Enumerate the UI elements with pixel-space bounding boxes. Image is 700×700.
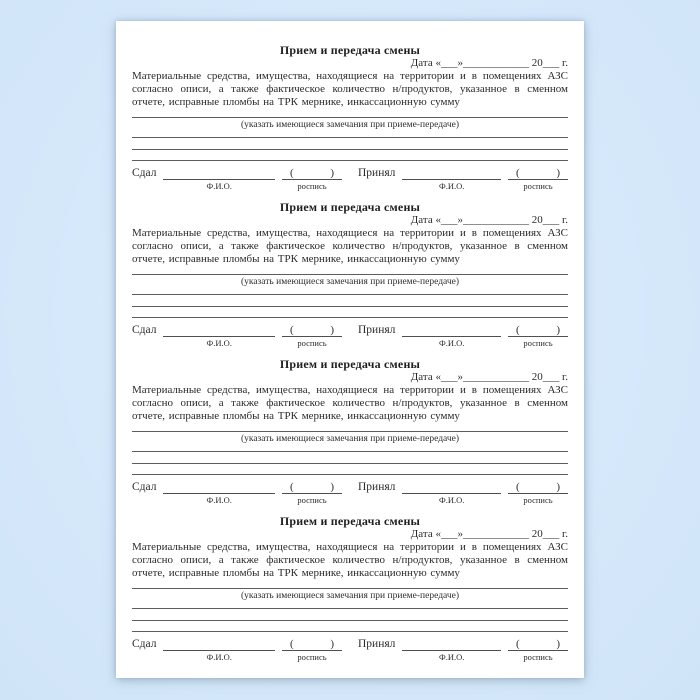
fill-in-line xyxy=(132,294,568,295)
document-page xyxy=(116,21,584,678)
accepted-group xyxy=(358,637,568,662)
fill-in-line xyxy=(132,474,568,475)
name-blank-group xyxy=(163,166,275,191)
fill-in-line xyxy=(132,431,568,432)
name-blank xyxy=(163,323,275,337)
handed-over-label: Сдал xyxy=(132,638,157,650)
fill-in-line xyxy=(132,588,568,589)
sign-caption: роспись xyxy=(523,495,553,505)
signature-blank-group xyxy=(508,166,568,191)
fill-in-line xyxy=(132,149,568,150)
close-paren: ) xyxy=(556,481,560,493)
close-paren: ) xyxy=(556,324,560,336)
accepted-group xyxy=(358,323,568,348)
name-blank-group xyxy=(163,323,275,348)
signature-blank-group xyxy=(282,166,342,191)
body-paragraph: Материальные средства, имущества, находящиеся на территории и в помещениях АЗС согласно описи, а также фактическое количество н/продуктов, указанное в сменном отчете, исправные пломбы на ТРК мернике, инкассационную сумму xyxy=(132,541,568,579)
name-blank-group xyxy=(402,323,501,348)
signature-row xyxy=(132,323,568,348)
fill-in-line xyxy=(132,137,568,138)
remarks-caption: (указать имеющиеся замечания при приеме-передаче) xyxy=(240,120,460,130)
sign-caption: роспись xyxy=(297,652,327,662)
section-title: Прием и передача смены xyxy=(279,44,421,57)
open-paren: ( xyxy=(290,324,294,336)
date-line: Дата «___»____________ 20___ г. xyxy=(410,57,568,69)
handed-over-label: Сдал xyxy=(132,324,157,336)
body-paragraph: Материальные средства, имущества, находящиеся на территории и в помещениях АЗС согласно описи, а также фактическое количество н/продуктов, указанное в сменном отчете, исправные пломбы на ТРК мернике, инкассационную сумму xyxy=(132,227,568,265)
name-blank-group xyxy=(163,480,275,505)
fill-in-line xyxy=(132,608,568,609)
handed-over-label: Сдал xyxy=(132,167,157,179)
name-blank xyxy=(402,323,501,337)
name-caption: Ф.И.О. xyxy=(439,495,465,505)
fill-in-line xyxy=(132,306,568,307)
remarks-caption: (указать имеющиеся замечания при приеме-передаче) xyxy=(240,277,460,287)
signature-blank xyxy=(282,480,342,494)
accepted-label: Принял xyxy=(358,638,396,650)
name-caption: Ф.И.О. xyxy=(206,495,232,505)
close-paren: ) xyxy=(330,324,334,336)
handed-over-group xyxy=(132,166,342,191)
sign-caption: роспись xyxy=(297,495,327,505)
close-paren: ) xyxy=(556,638,560,650)
name-blank-group xyxy=(163,637,275,662)
name-caption: Ф.И.О. xyxy=(206,181,232,191)
signature-blank xyxy=(508,323,568,337)
signature-row xyxy=(132,637,568,662)
shift-handover-section xyxy=(132,44,568,201)
handed-over-group xyxy=(132,637,342,662)
name-blank xyxy=(163,637,275,651)
open-paren: ( xyxy=(516,324,520,336)
close-paren: ) xyxy=(330,638,334,650)
signature-blank xyxy=(508,480,568,494)
open-paren: ( xyxy=(516,638,520,650)
section-title: Прием и передача смены xyxy=(279,515,421,528)
signature-blank-group xyxy=(282,323,342,348)
sign-caption: роспись xyxy=(523,338,553,348)
name-blank xyxy=(163,480,275,494)
close-paren: ) xyxy=(330,481,334,493)
fill-in-line xyxy=(132,620,568,621)
shift-handover-section xyxy=(132,358,568,515)
date-line: Дата «___»____________ 20___ г. xyxy=(410,371,568,383)
sign-caption: роспись xyxy=(523,181,553,191)
signature-blank-group xyxy=(282,480,342,505)
handed-over-group xyxy=(132,480,342,505)
name-caption: Ф.И.О. xyxy=(439,338,465,348)
signature-blank xyxy=(282,323,342,337)
sign-caption: роспись xyxy=(297,181,327,191)
open-paren: ( xyxy=(290,167,294,179)
name-blank-group xyxy=(402,480,501,505)
handed-over-label: Сдал xyxy=(132,481,157,493)
name-blank xyxy=(402,166,501,180)
section-title: Прием и передача смены xyxy=(279,358,421,371)
signature-blank-group xyxy=(508,637,568,662)
open-paren: ( xyxy=(516,481,520,493)
open-paren: ( xyxy=(290,481,294,493)
shift-handover-section xyxy=(132,515,568,672)
fill-in-line xyxy=(132,463,568,464)
remarks-caption: (указать имеющиеся замечания при приеме-передаче) xyxy=(240,591,460,601)
signature-blank xyxy=(282,637,342,651)
handed-over-group xyxy=(132,323,342,348)
signature-blank xyxy=(508,637,568,651)
signature-blank xyxy=(508,166,568,180)
name-blank xyxy=(402,480,501,494)
date-line: Дата «___»____________ 20___ г. xyxy=(410,528,568,540)
name-blank-group xyxy=(402,637,501,662)
open-paren: ( xyxy=(290,638,294,650)
body-paragraph: Материальные средства, имущества, находящиеся на территории и в помещениях АЗС согласно описи, а также фактическое количество н/продуктов, указанное в сменном отчете, исправные пломбы на ТРК мернике, инкассационную сумму xyxy=(132,384,568,422)
accepted-group xyxy=(358,166,568,191)
sign-caption: роспись xyxy=(297,338,327,348)
fill-in-line xyxy=(132,117,568,118)
accepted-label: Принял xyxy=(358,324,396,336)
signature-row xyxy=(132,480,568,505)
name-blank xyxy=(163,166,275,180)
fill-in-line xyxy=(132,274,568,275)
fill-in-line xyxy=(132,160,568,161)
name-blank-group xyxy=(402,166,501,191)
accepted-group xyxy=(358,480,568,505)
fill-in-line xyxy=(132,317,568,318)
signature-blank-group xyxy=(508,323,568,348)
date-line: Дата «___»____________ 20___ г. xyxy=(410,214,568,226)
name-caption: Ф.И.О. xyxy=(206,652,232,662)
close-paren: ) xyxy=(330,167,334,179)
accepted-label: Принял xyxy=(358,481,396,493)
name-blank xyxy=(402,637,501,651)
fill-in-line xyxy=(132,451,568,452)
open-paren: ( xyxy=(516,167,520,179)
shift-handover-section xyxy=(132,201,568,358)
signature-row xyxy=(132,166,568,191)
remarks-caption: (указать имеющиеся замечания при приеме-передаче) xyxy=(240,434,460,444)
fill-in-line xyxy=(132,631,568,632)
close-paren: ) xyxy=(556,167,560,179)
signature-blank-group xyxy=(508,480,568,505)
body-paragraph: Материальные средства, имущества, находящиеся на территории и в помещениях АЗС согласно описи, а также фактическое количество н/продуктов, указанное в сменном отчете, исправные пломбы на ТРК мернике, инкассационную сумму xyxy=(132,70,568,108)
name-caption: Ф.И.О. xyxy=(439,652,465,662)
section-title: Прием и передача смены xyxy=(279,201,421,214)
name-caption: Ф.И.О. xyxy=(439,181,465,191)
signature-blank xyxy=(282,166,342,180)
signature-blank-group xyxy=(282,637,342,662)
accepted-label: Принял xyxy=(358,167,396,179)
name-caption: Ф.И.О. xyxy=(206,338,232,348)
sign-caption: роспись xyxy=(523,652,553,662)
